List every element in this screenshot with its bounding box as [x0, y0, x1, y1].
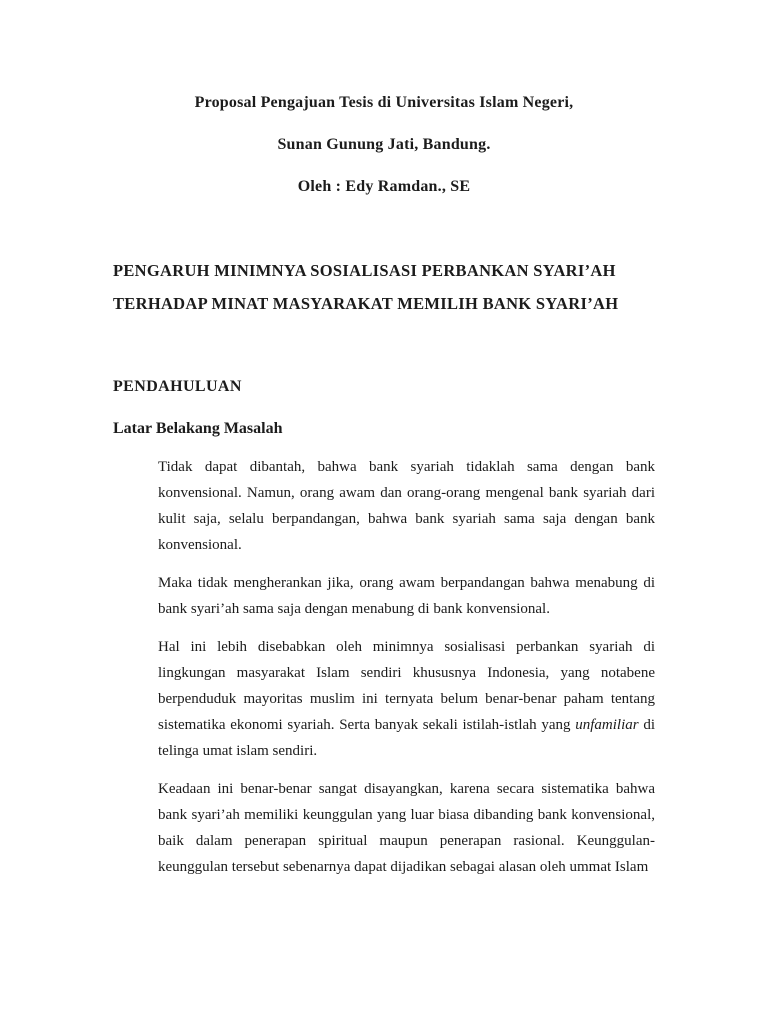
- paragraph-3-text-after: di telinga umat islam sendiri.: [158, 717, 655, 759]
- paragraph-2: Maka tidak mengherankan jika, orang awam berpandangan bahwa menabung di bank syari’ah sama saja dengan menabung di bank konvensional.: [158, 575, 655, 617]
- section-heading-pendahuluan: PENDAHULUAN: [113, 378, 242, 395]
- proposal-header-line-3: Oleh : Edy Ramdan., SE: [297, 178, 471, 195]
- thesis-title-line-1: PENGARUH MINIMNYA SOSIALISASI PERBANKAN SYARI’AH: [113, 261, 616, 280]
- paragraph-3: [158, 634, 655, 764]
- paragraph-1: Tidak dapat dibantah, bahwa bank syariah tidaklah sama dengan bank konvensional. Namun, orang awam dan orang-orang mengenal bank syariah dari kulit saja, selalu berpandangan, bahwa bank syariah sama saja dengan bank konvensional.: [158, 459, 655, 553]
- paragraph-4: Keadaan ini benar-benar sangat disayangkan, karena secara sistematika bahwa bank syari’ah memiliki keunggulan yang luar biasa dibanding bank konvensional, baik dalam penerapan spiritual maupun penerapan rasional. Keunggulan-keunggulan tersebut sebenarnya dapat dijadikan sebagai alasan oleh ummat Islam: [158, 781, 655, 875]
- thesis-title-line-2: TERHADAP MINAT MASYARAKAT MEMILIH BANK SYARI’AH: [113, 294, 619, 313]
- italic-term-unfamiliar: unfamiliar: [575, 717, 639, 733]
- proposal-header-line-2: Sunan Gunung Jati, Bandung.: [277, 136, 491, 153]
- document-body: [113, 454, 655, 880]
- thesis-title: [113, 254, 655, 320]
- subsection-heading-latar-belakang: Latar Belakang Masalah: [113, 420, 283, 437]
- proposal-header: [113, 82, 655, 208]
- paragraph-3-text-before: Hal ini lebih disebabkan oleh minimnya sosialisasi perbankan syariah di lingkungan masyarakat Islam sendiri khususnya Indonesia, yang notabene berpenduduk mayoritas muslim ini ternyata belum benar-benar paham tentang sistematika ekonomi syariah. Serta banyak sekali istilah-istlah yang: [158, 639, 655, 733]
- proposal-header-line-1: Proposal Pengajuan Tesis di Universitas Islam Negeri,: [194, 94, 574, 111]
